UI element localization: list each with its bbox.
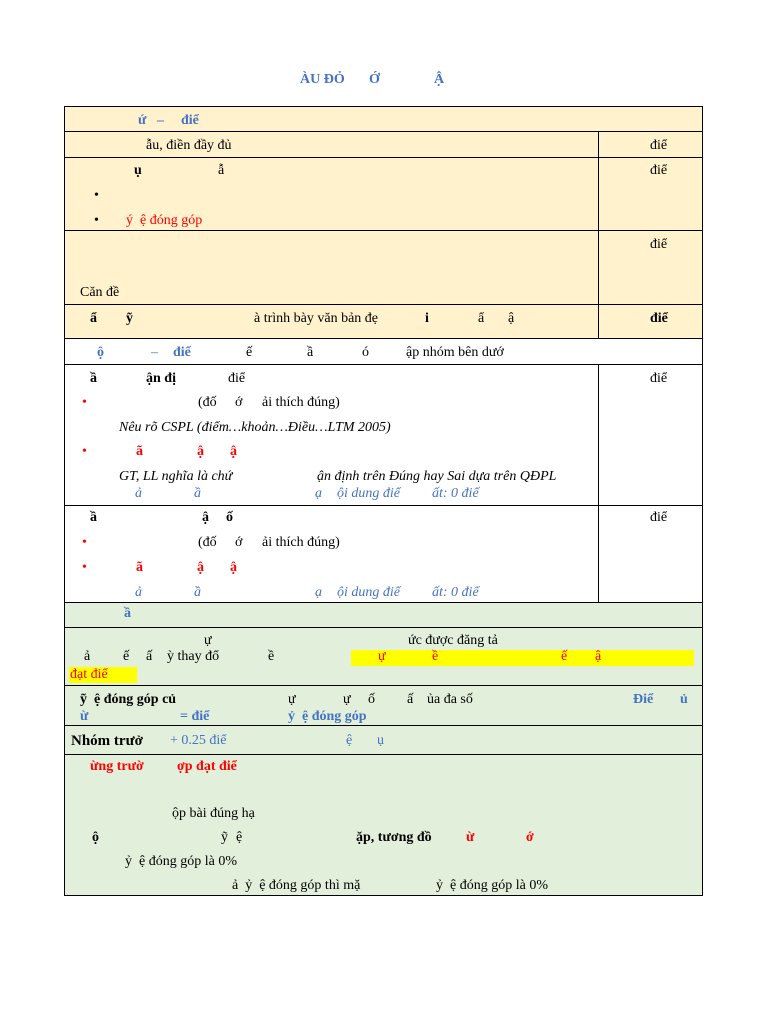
plagiarism-text: ế [123,649,130,664]
table-row-green-header [64,602,703,628]
contribution-formula: ỷ ệ đóng góp [288,709,367,724]
table-row-format [64,230,703,305]
cases-text: ỹ [221,830,228,845]
contribution-formula: ừ [80,709,89,724]
part1-heading: ận đị [146,371,176,386]
contribution-text: ấ [407,692,414,707]
criterion-format: Căn đề [80,285,120,300]
score-label: điể [650,311,668,326]
note-text: ội dung điể [337,486,400,501]
note-text: ạ [315,585,322,600]
cases-text: ả ỷ ệ đóng góp thì mặ [232,878,361,893]
note-text: ả [135,585,142,600]
part2-red-item: ã [136,560,143,575]
section-score: điể [173,345,191,360]
part1-red-item: ậ [197,444,204,459]
cases-text: ỷ ệ đóng góp là 0% [436,878,548,893]
contribution-note: ý ệ đóng góp [126,213,203,228]
highlighted-text: ế [561,649,568,664]
section-dash: – [151,345,158,360]
cases-text: ỷ ệ đóng góp là 0% [125,854,237,869]
cases-text: ộ [92,830,99,845]
plagiarism-text: ả [84,649,91,664]
note-text: ầ [194,585,201,600]
contribution-score: ủ [680,692,688,707]
criterion-content: ẫ [218,163,225,178]
leader-label: Nhóm trưở [71,733,143,749]
criterion-spelling: à trình bày văn bản đẹ [254,311,379,326]
cases-text: ộp bài đúng hạ [172,806,255,821]
note-text: ả [135,486,142,501]
cases-text: ừ [466,830,475,845]
leader-bonus: + 0.25 điể [170,733,227,748]
section-heading: ộ [97,345,104,360]
part1-item: (đố [198,395,217,410]
criterion-content: ụ [134,163,142,178]
part2-item: ớ [235,535,243,550]
cases-heading: ợp đạt điể [177,759,237,774]
bullet-marker [94,213,99,229]
part1-red-item: ã [136,444,143,459]
plagiarism-text: ức được đăng tả [408,633,498,648]
part2-heading: ố [226,510,233,525]
legal-citation: Nêu rõ CSPL (điểm…khoản…Điều…LTM 2005) [119,420,391,435]
cases-text: ệ [236,830,243,845]
score-label: điể [650,237,668,252]
bullet-marker [94,188,99,204]
highlighted-text: ự [378,649,386,664]
part2-red-item: ậ [230,560,237,575]
criterion-spelling: ỹ [126,311,133,326]
leader-bonus: ụ [377,733,384,748]
plagiarism-text: ự [204,633,212,648]
part1-heading: điể [228,371,246,386]
score-label: điể [650,138,668,153]
score-label: điể [650,163,668,178]
document-title-part: Ậ [434,72,445,87]
part1-item: ải thích đúng) [262,395,340,410]
table-row-spelling [64,304,703,339]
column-divider [598,364,599,603]
plagiarism-text: ỳ thay đổ [167,649,220,664]
criterion-spelling: ẩ [478,311,485,326]
cases-text: ặp, tương đồ [356,830,432,845]
leader-bonus: ệ [346,733,353,748]
explanation-text: ận định trên Đúng hay Sai dựa trên QĐPL [317,469,557,484]
score-label: điể [650,371,668,386]
score-label: điể [650,510,668,525]
section-text: ập nhóm bên dướ [406,345,504,360]
contribution-text: ủa đa số [427,692,473,707]
highlighted-text: ậ [595,649,602,664]
plagiarism-text: ề [268,649,275,664]
part2-heading: ậ [202,510,209,525]
note-text: ầ [194,486,201,501]
contribution-text: ố [368,692,375,707]
document-title-part: Ớ [369,72,380,87]
cases-heading: ừng trườ [90,759,144,774]
highlighted-text: ề [432,649,439,664]
section-text: ó [362,345,369,360]
bullet-marker [82,560,87,576]
criterion-spelling: i [425,311,429,326]
note-text: ất: 0 điể [432,486,479,501]
column-divider [598,131,599,339]
explanation-text: GT, LL nghĩa là chứ [119,469,233,484]
bullet-marker [82,535,87,551]
part1-red-item: ậ [230,444,237,459]
header-dash: – [157,113,164,128]
section-text: ế [246,345,253,360]
section-heading: ầ [124,606,131,621]
part2-heading: ầ [90,510,97,525]
bullet-marker [82,395,87,411]
table-row-cases [64,754,703,896]
document-title: ÀU ĐỎ [300,72,345,87]
header-score: điể [181,113,199,128]
criterion-spelling: ậ [508,311,515,326]
part2-item: ải thích đúng) [262,535,340,550]
part2-red-item: ậ [197,560,204,575]
contribution-text: ỹ ệ đóng góp củ [80,692,177,707]
cases-text: ớ [526,830,534,845]
note-text: ội dung điể [337,585,400,600]
highlighted-text: đạt điể [70,667,108,682]
criterion-spelling: ẩ [90,311,97,326]
part2-item: (đố [198,535,217,550]
plagiarism-text: ấ [146,649,153,664]
highlight-mark [351,650,694,666]
contribution-text: ự [288,692,296,707]
contribution-formula: = điể [180,709,210,724]
criterion-template: ẫu, điền đầy đủ [146,138,232,153]
part1-item: ớ [235,395,243,410]
section-text: ầ [307,345,314,360]
header-fragment: ứ [138,113,147,128]
contribution-text: ự [343,692,351,707]
part1-heading: ầ [90,371,97,386]
note-text: ất: 0 điể [432,585,479,600]
table-row-section-content [64,338,703,365]
bullet-marker [82,444,87,460]
contribution-score: Điể [633,692,654,707]
note-text: ạ [315,486,322,501]
